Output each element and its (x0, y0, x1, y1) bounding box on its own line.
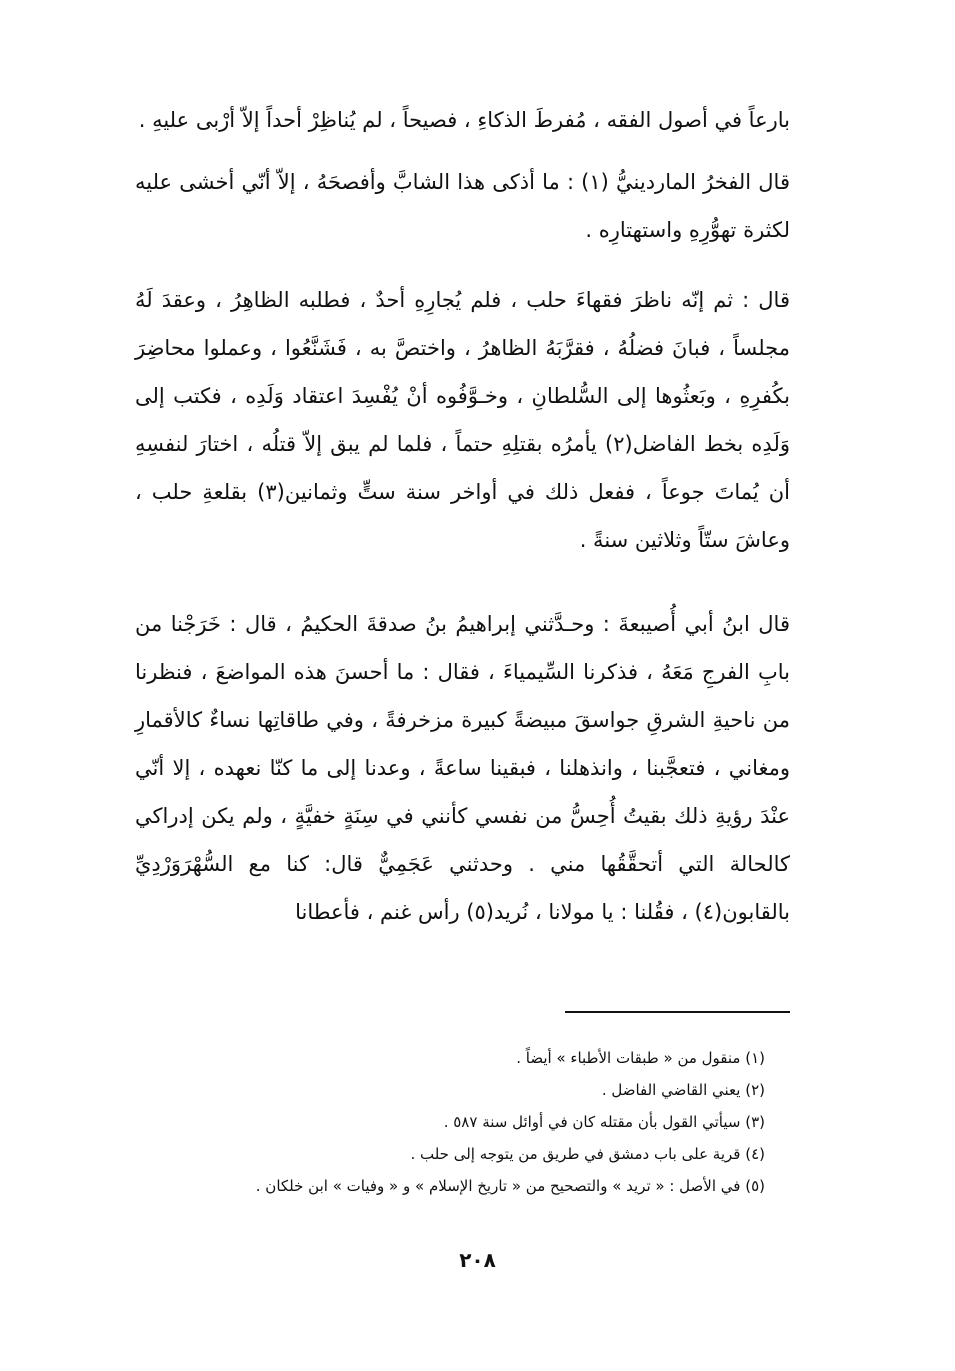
page-number: ٢٠٨ (459, 1248, 496, 1272)
footnote-3: (٣) سيأتي القول بأن مقتله كان في أوائل سنة ٥٨٧ . (443, 1113, 765, 1131)
paragraph-1: بارعاً في أصول الفقه ، مُفرطَ الذكاءِ ، فصيحاً ، لم يُناظِرْ أحداً إلاّ أرْبى عليهِ . (138, 108, 790, 132)
footnote-4: (٤) قرية على باب دمشق في طريق من يتوجه إلى حلب . (410, 1145, 765, 1163)
footnote-5: (٥) في الأصل : « تريد » والتصحيح من « تاريخ الإسلام » و « وفيات » ابن خلكان . (255, 1177, 765, 1195)
paragraph-4: قال ابنُ أبي أُصيبعةَ : وحـدَّثني إبراهيمُ بنُ صدقةَ الحكيمُ ، قال : خَرَجْنا من بابِ الفرجِ مَعَهُ ، فذكرنا السِّيمياءَ ، فقال : ما أحسنَ هذه المواضعَ ، فنظرنا من ناحيةِ الشرقِ جواسقَ مبيضةً كبيرة مزخرفةً ، وفي طاقاتِها نساءٌ كالأقمارِ ومغاني ، فتعجَّبنا ، وانذهلنا ، فبقينا ساعةً ، وعدنا إلى ما كنّا نعهده ، إلا أنّي عنْدَ رؤيةِ ذلك بقيتُ أُحِسُّ من نفسي كأنني في سِنَةٍ خفيَّةٍ ، ولم يكن إدراكي كالحالة التي أتحقَّقُها مني . وحدثني عَجَمِيٌّ قال: كنا مع السُّهْرَوَرْدِيِّ بالقابون(٤) ، فقُلنا : يا مولانا ، نُريد(٥) رأس غنم ، فأعطانا (135, 612, 790, 924)
footnote-2: (٢) يعني القاضي الفاضل . (601, 1081, 765, 1099)
footnote-separator (565, 1011, 790, 1013)
paragraph-2: قال الفخرُ الماردينيُّ (١) : ما أذكى هذا الشابَّ وأفصحَهُ ، إلاّ أنّي أخشى عليه لكثرة تهوُّرِهِ واستهتارِه . (135, 170, 790, 242)
main-text (135, 96, 790, 936)
footnotes (145, 1042, 765, 1202)
footnote-1: (١) منقول من « طبقات الأطباء » أيضاً . (516, 1049, 765, 1067)
paragraph-3: قال : ثم إنّه ناظرَ فقهاءَ حلب ، فلم يُجارِهِ أحدٌ ، فطلبه الظاهِرُ ، وعقدَ لَهُ مجلساً ، فبانَ فضلُهُ ، فقرَّبَهُ الظاهرُ ، واختصَّ به ، فَشَنَّعُوا ، وعملوا محاضِرَ بكُفرِهِ ، وبَعثُوها إلى السُّلطانِ ، وخـوَّفُوه أنْ يُفْسِدَ اعتقاد وَلَدِه ، فكتب إلى وَلَدِه بخط الفاضل(٢) يأمرُه بقتلِهِ حتماً ، فلما لم يبق إلاّ قتلُه ، اختارَ لنفسِهِ أن يُماتَ جوعاً ، ففعل ذلك في أواخر سنة ستٍّ وثمانين(٣) بقلعةِ حلب ، وعاشَ ستّاً وثلاثين سنةً . (135, 288, 790, 552)
